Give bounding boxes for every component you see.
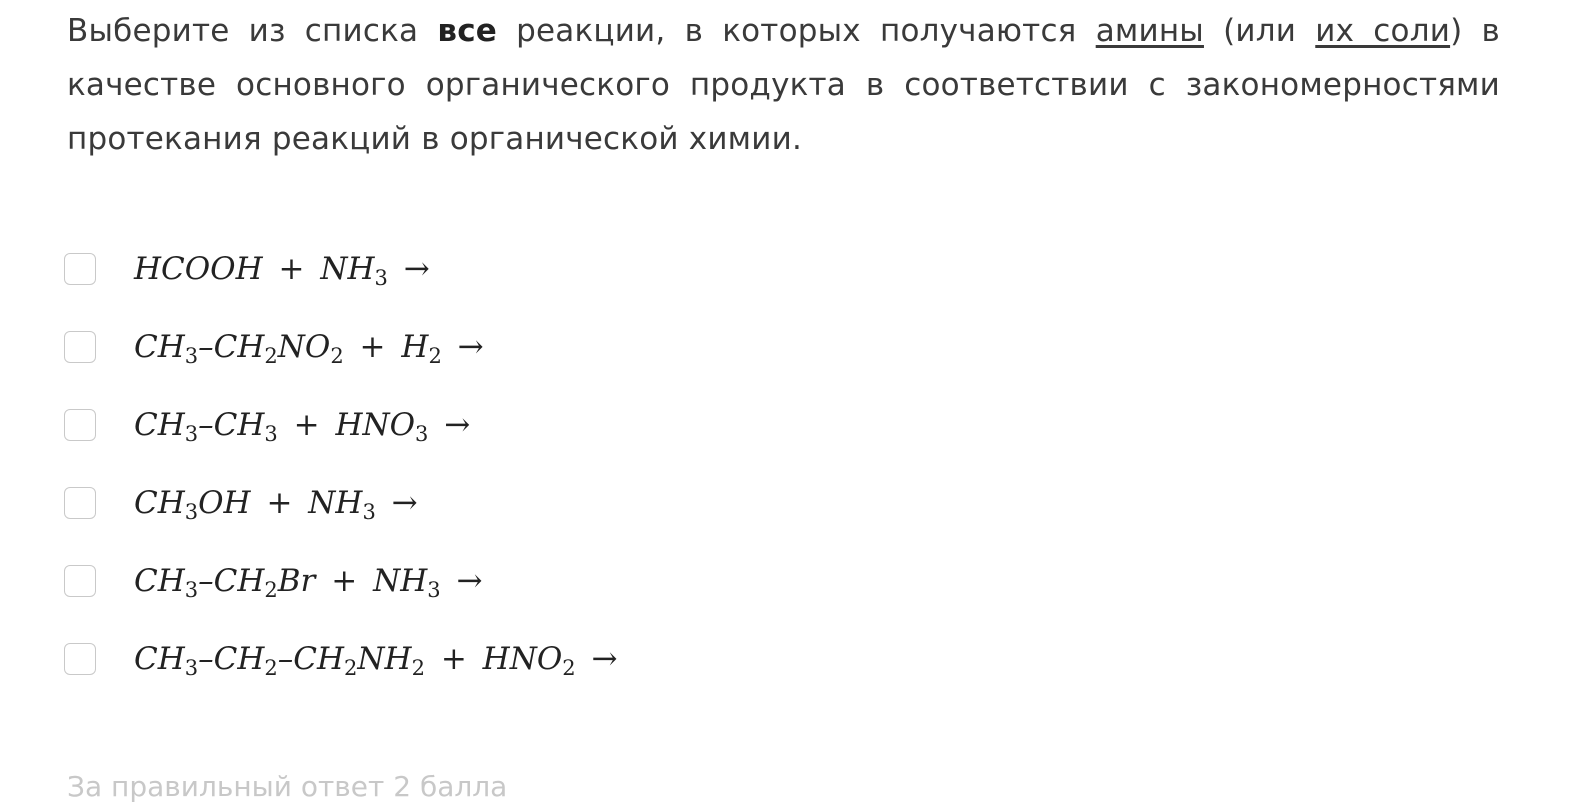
formula-5-subscript: 3: [427, 578, 441, 602]
question-bold-word: все: [437, 13, 497, 49]
formula-6-subscript: 2: [562, 656, 576, 680]
formula-5-subscript: 3: [184, 578, 199, 602]
formula-3-text: CH: [134, 407, 185, 443]
formula-1-text: NH: [320, 251, 375, 287]
formula-3-text: HNO: [335, 407, 416, 443]
formula-4-text: OH: [198, 485, 251, 521]
score-hint: За правильный ответ 2 балла: [67, 770, 508, 803]
formula-1-text: HCOOH: [134, 251, 263, 287]
question-part-2: реакции, в которых получаются: [497, 13, 1096, 49]
formula-4-subscript: 3: [362, 500, 376, 524]
formula-6-plus: +: [430, 641, 477, 677]
formula-3-subscript: 3: [415, 422, 429, 446]
answer-options-list: [64, 250, 964, 718]
formula-6-subscript: 3: [184, 656, 199, 680]
answer-option-3[interactable]: [64, 406, 964, 484]
formula-5-text: NH: [373, 563, 428, 599]
formula-6-text: NH: [357, 641, 412, 677]
formula-1-arrow: →: [393, 251, 430, 287]
formula-1-subscript: 3: [374, 266, 388, 290]
formula-2-plus: +: [349, 329, 396, 365]
formula-2-subscript: 2: [330, 344, 344, 368]
formula-6-subscript: 2: [344, 656, 358, 680]
question-part-3: (или: [1203, 13, 1316, 49]
formula-6-text: –CH: [277, 641, 345, 677]
formula-2-subscript: 3: [184, 344, 199, 368]
term-link-salts[interactable]: их соли: [1315, 13, 1451, 49]
formula-6-subscript: 2: [411, 656, 425, 680]
formula-2-text: NO: [277, 329, 331, 365]
formula-3-text: –CH: [198, 407, 265, 443]
formula-6-text: –CH: [198, 641, 265, 677]
formula-6-text: CH: [134, 641, 185, 677]
formula-6-arrow: →: [581, 641, 618, 677]
checkbox-1[interactable]: [64, 253, 96, 285]
formula-2-text: H: [401, 329, 429, 365]
formula-4: [134, 485, 424, 524]
checkbox-3[interactable]: [64, 409, 96, 441]
formula-2-subscript: 2: [428, 344, 442, 368]
question-text: [67, 4, 1500, 166]
formula-5-subscript: 2: [264, 578, 278, 602]
formula-2-text: CH: [134, 329, 185, 365]
question-part-1: Выберите из списка: [67, 13, 438, 49]
checkbox-2[interactable]: [64, 331, 96, 363]
formula-4-subscript: 3: [184, 500, 199, 524]
formula-2-subscript: 2: [264, 344, 278, 368]
formula-2-arrow: →: [447, 329, 484, 365]
formula-3: [134, 407, 476, 446]
question-part-4: ) в качестве основного органического продукта в соответствии с закономерностями протекания реакций в органической химии.: [67, 13, 1500, 157]
formula-5-text: CH: [134, 563, 185, 599]
formula-1-plus: +: [268, 251, 315, 287]
formula-2-text: –CH: [198, 329, 265, 365]
term-link-amines[interactable]: амины: [1095, 13, 1204, 49]
formula-4-plus: +: [256, 485, 303, 521]
formula-3-subscript: 3: [184, 422, 199, 446]
answer-option-4[interactable]: [64, 484, 964, 562]
formula-5-text: –CH: [198, 563, 265, 599]
answer-option-2[interactable]: [64, 328, 964, 406]
formula-5-text: Br: [277, 563, 316, 599]
formula-5-arrow: →: [446, 563, 483, 599]
formula-6-text: HNO: [482, 641, 563, 677]
formula-3-arrow: →: [434, 407, 471, 443]
formula-3-plus: +: [283, 407, 330, 443]
formula-4-arrow: →: [381, 485, 418, 521]
answer-option-1[interactable]: [64, 250, 964, 328]
checkbox-6[interactable]: [64, 643, 96, 675]
formula-4-text: NH: [308, 485, 363, 521]
formula-6-subscript: 2: [264, 656, 278, 680]
answer-option-5[interactable]: [64, 562, 964, 640]
checkbox-4[interactable]: [64, 487, 96, 519]
formula-5: [134, 563, 488, 602]
checkbox-5[interactable]: [64, 565, 96, 597]
formula-6: [134, 641, 623, 680]
formula-1: [134, 251, 436, 290]
formula-4-text: CH: [134, 485, 185, 521]
formula-3-subscript: 3: [264, 422, 278, 446]
formula-5-plus: +: [321, 563, 368, 599]
formula-2: [134, 329, 490, 368]
answer-option-6[interactable]: [64, 640, 964, 718]
